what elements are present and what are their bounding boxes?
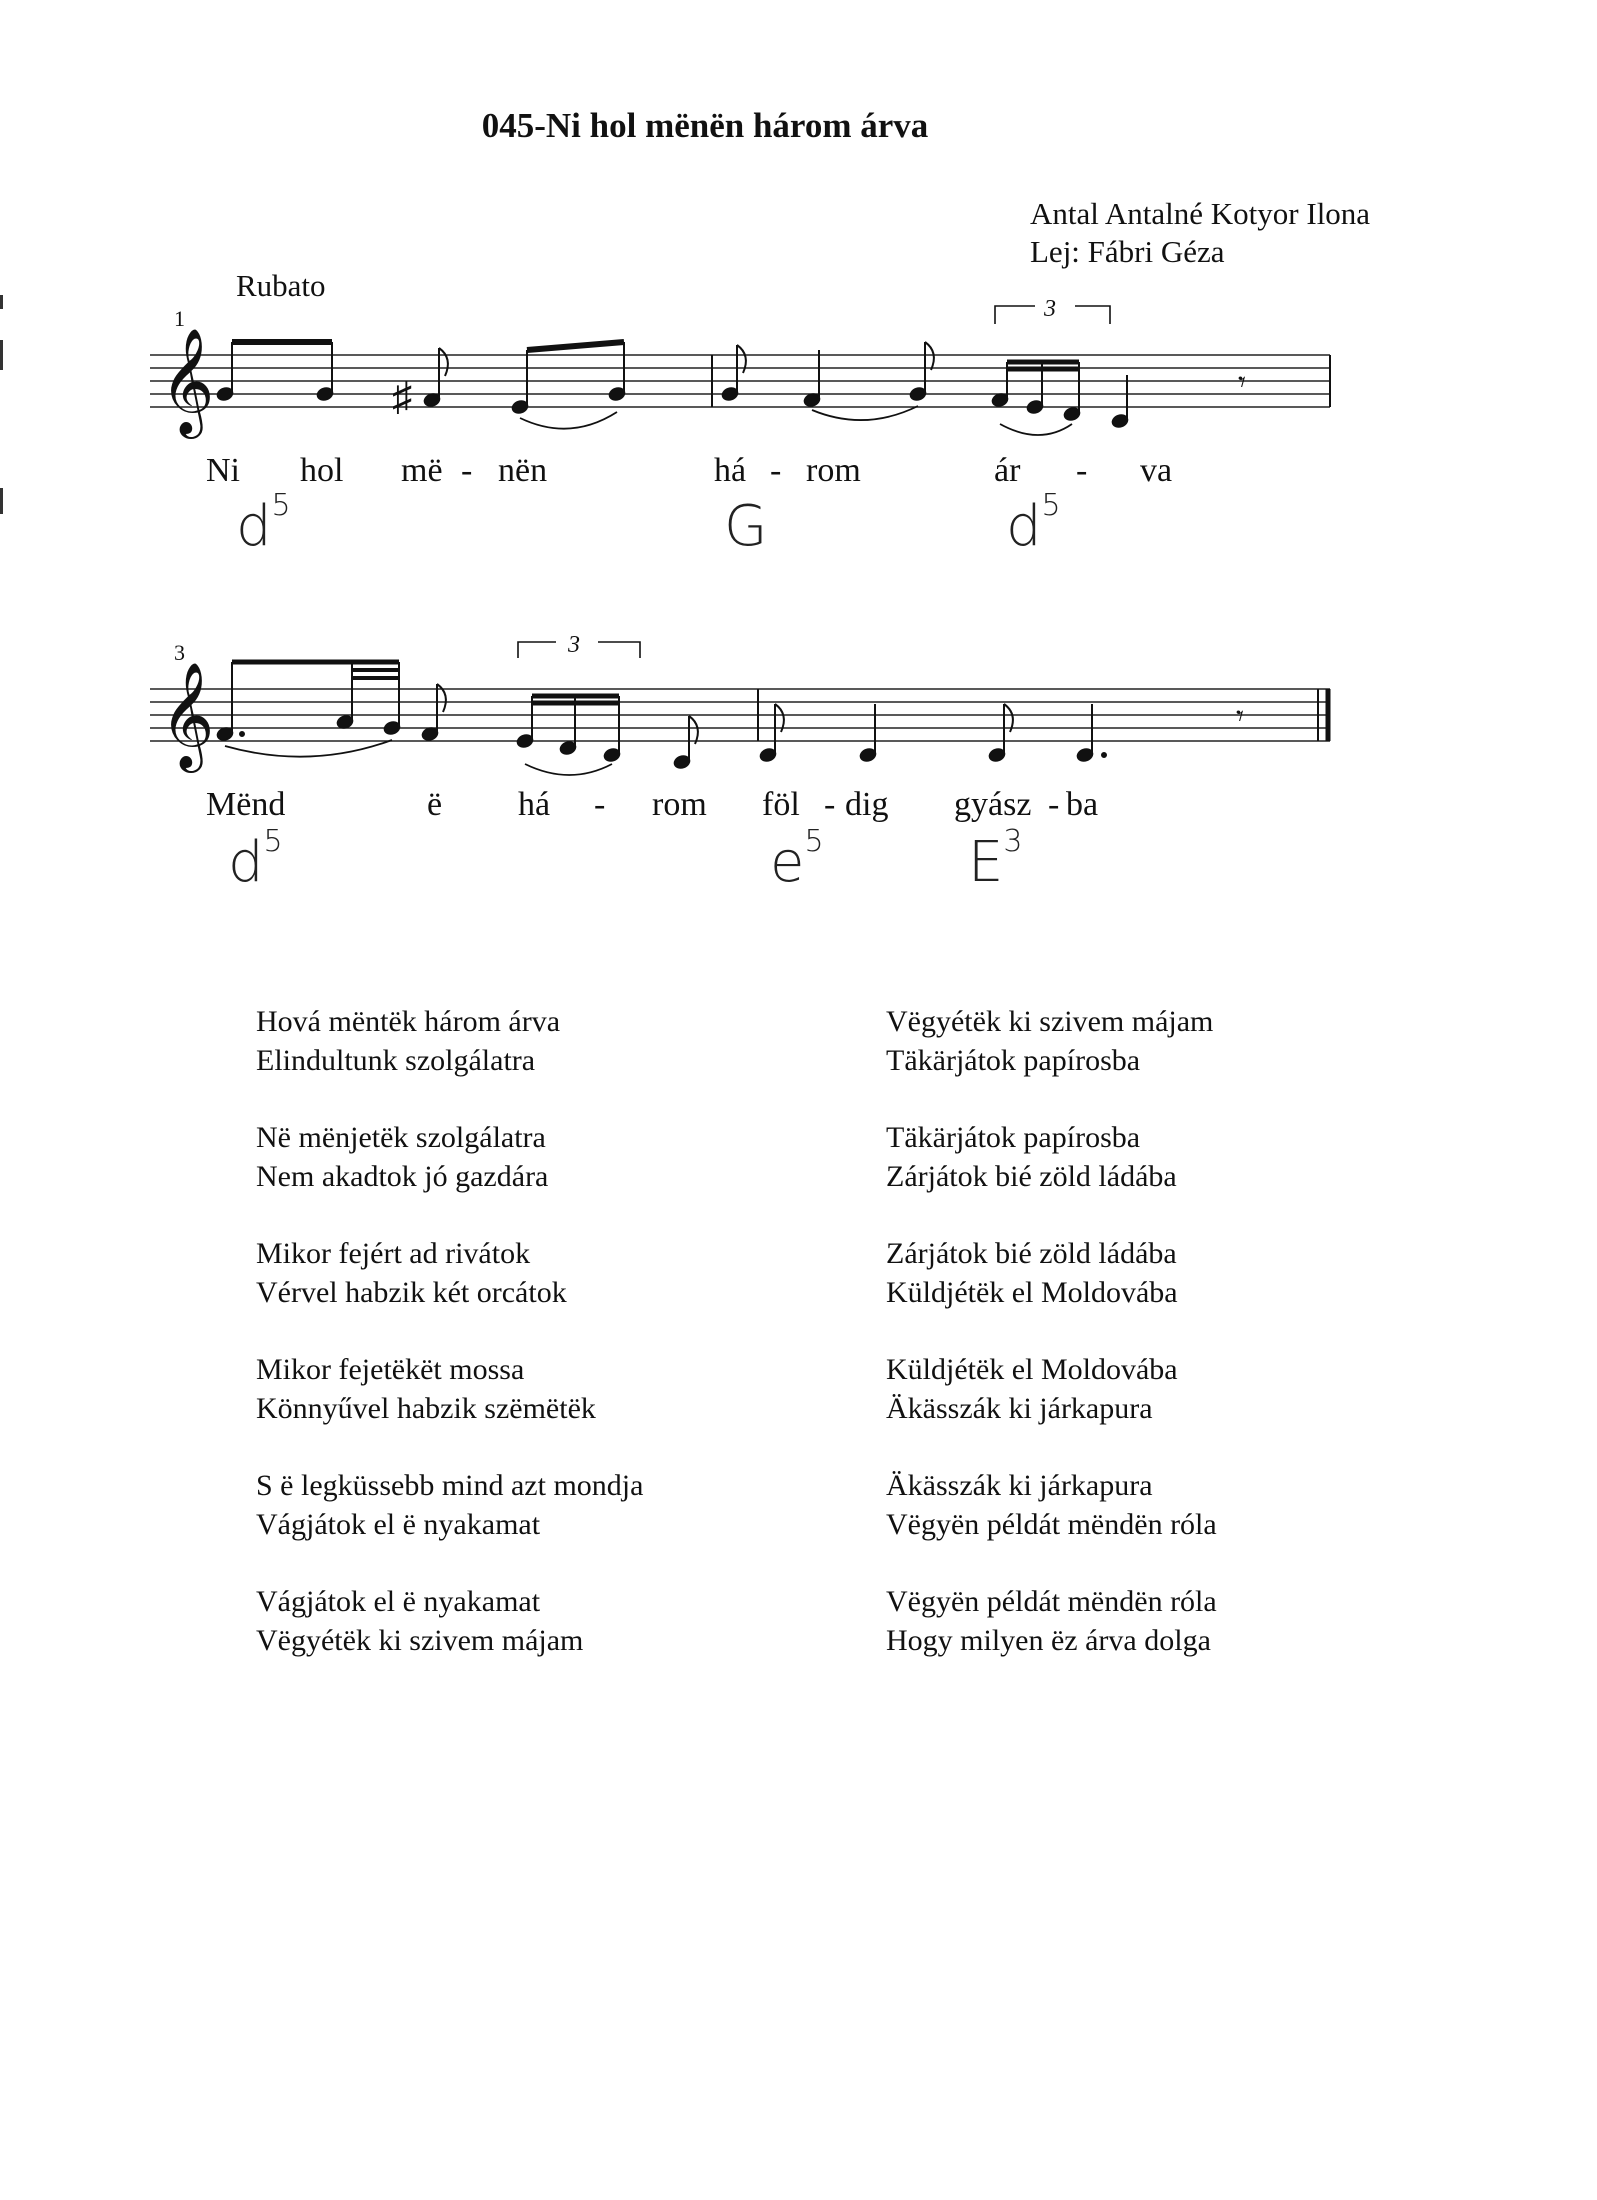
transcriber-credit: Lej: Fábri Géza: [1030, 234, 1225, 269]
stanza: [886, 1350, 1217, 1428]
verse-line: Vëgyétëk ki szivem májam: [256, 1624, 584, 1657]
lyric-syllable: Mënd: [206, 786, 286, 823]
stanza: [256, 1002, 643, 1080]
chord-symbol: $d^5$: [236, 488, 291, 559]
verse-line: Vágjátok el ë nyakamat: [256, 1508, 541, 1541]
verse-line: Vëgyën példát mëndën róla: [886, 1508, 1217, 1541]
verse-line: Vëgyétëk ki szivem májam: [886, 1005, 1214, 1038]
verse-line: Elindultunk szolgálatra: [256, 1044, 536, 1077]
verse-line: Vérvel habzik két orcátok: [256, 1276, 567, 1309]
verse-line: Täkärjátok papírosba: [886, 1121, 1141, 1154]
tuplet-number: 3: [1044, 296, 1056, 322]
verse-line: Äkässzák ki járkapura: [886, 1392, 1153, 1425]
lyric-hyphen: -: [770, 452, 782, 489]
stanza: [256, 1582, 643, 1660]
stanza: [256, 1350, 643, 1428]
scan-margin-mark: [0, 488, 3, 514]
stanza: [886, 1234, 1217, 1312]
stanza: [256, 1118, 643, 1196]
lyric-syllable: ë: [427, 786, 443, 823]
chord-symbol: $d^5$: [228, 824, 283, 895]
stanza: [256, 1466, 643, 1544]
notes-measure-2: [720, 342, 1246, 435]
verse-line: Vágjátok el ë nyakamat: [256, 1585, 541, 1618]
verse-line: Hogy milyen ëz árva dolga: [886, 1624, 1211, 1657]
measure-number: 3: [174, 640, 185, 665]
treble-clef-icon: 𝄞: [160, 327, 215, 434]
verse-line: Hová mëntëk három árva: [256, 1005, 561, 1038]
lyric-hyphen: -: [461, 452, 473, 489]
notes-measure-3: [215, 662, 697, 775]
lyric-syllable: nën: [498, 452, 548, 489]
stanza: [256, 1234, 643, 1312]
lyric-hyphen: -: [1076, 452, 1088, 489]
lyric-syllable: há: [518, 786, 551, 823]
notes-measure-4: [758, 700, 1244, 763]
verse-line: S ë legküssebb mind azt mondja: [256, 1469, 644, 1502]
chord-symbol: $d^5$: [1006, 488, 1061, 559]
lyric-hyphen: -: [824, 786, 836, 823]
lyric-syllable: dig: [845, 786, 889, 823]
measure-number: 1: [174, 306, 185, 331]
chord-symbol: $E^3$: [968, 824, 1023, 895]
chord-symbol: $e^5$: [770, 824, 824, 895]
lyric-syllable: ár: [994, 452, 1021, 489]
lyric-syllable: ba: [1066, 786, 1099, 823]
verse-line: Äkässzák ki járkapura: [886, 1469, 1153, 1502]
performer-credit: Antal Antalné Kotyor Ilona: [1030, 196, 1371, 231]
page-title: 045-Ni hol mënën három árva: [481, 106, 929, 145]
verse-line: Nem akadtok jó gazdára: [256, 1160, 549, 1193]
verse-line: Täkärjátok papírosba: [886, 1044, 1141, 1077]
verse-line: Zárjátok bié zöld ládába: [886, 1237, 1177, 1270]
verse-line: Küldjétëk el Moldovába: [886, 1353, 1178, 1386]
verse-line: Könnyűvel habzik szëmëtëk: [256, 1392, 596, 1425]
verse-line: Küldjétëk el Moldovába: [886, 1276, 1178, 1309]
staff-lines: [150, 689, 1330, 741]
lyric-syllable: gyász: [954, 786, 1032, 823]
stanza: [886, 1118, 1217, 1196]
stanza: [886, 1466, 1217, 1544]
lyric-syllable: föl: [762, 786, 800, 823]
verses-left-column: [256, 1002, 643, 1698]
treble-clef-icon: 𝄞: [160, 661, 215, 768]
chord-symbol: G: [724, 494, 768, 559]
svg-text:♯: ♯: [392, 374, 412, 419]
lyric-syllable: va: [1140, 452, 1173, 489]
verse-line: Zárjátok bié zöld ládába: [886, 1160, 1177, 1193]
lyric-syllable: rom: [806, 452, 861, 489]
verses-right-column: [886, 1002, 1217, 1698]
verse-line: Mikor fejért ad rivátok: [256, 1237, 531, 1270]
lyric-syllable: më: [401, 452, 443, 489]
lyric-syllable: Ni: [206, 452, 240, 489]
lyric-syllable: rom: [652, 786, 707, 823]
lyric-hyphen: -: [594, 786, 606, 823]
stanza: [886, 1002, 1217, 1080]
tempo-marking: Rubato: [236, 268, 326, 303]
tuplet-number: 3: [568, 632, 580, 658]
verse-line: Mikor fejetëkët mossa: [256, 1353, 525, 1386]
lyric-hyphen: -: [1048, 786, 1060, 823]
stanza: [886, 1582, 1217, 1660]
svg-text:𝄾: 𝄾: [1238, 366, 1246, 399]
lyric-syllable: hol: [300, 452, 344, 489]
verse-line: Vëgyën példát mëndën róla: [886, 1585, 1217, 1618]
lyric-syllable: há: [714, 452, 747, 489]
svg-text:𝄾: 𝄾: [1236, 700, 1244, 733]
verse-line: Në mënjetëk szolgálatra: [256, 1121, 546, 1154]
